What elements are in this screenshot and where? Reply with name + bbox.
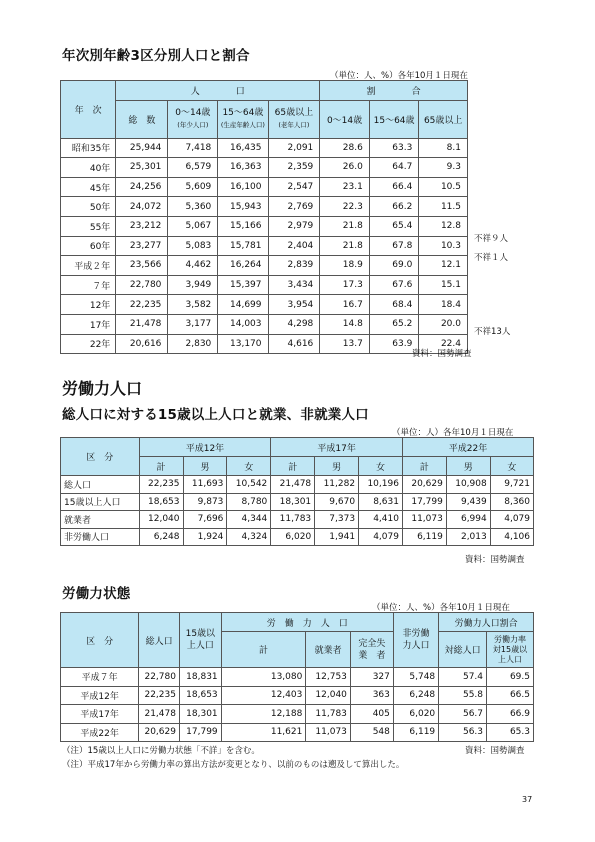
cell-non: 6,020: [393, 705, 438, 724]
cell-r15: 69.5: [487, 668, 534, 687]
cell-value: 4,324: [227, 528, 271, 546]
cell-r0: 23.1: [320, 177, 370, 197]
cell-emp: 12,040: [306, 686, 351, 705]
col-age0: [168, 100, 218, 138]
cell-r15: 67.6: [369, 275, 419, 295]
cell-value: 11,693: [183, 476, 227, 494]
col-age65-sub: (老年人口): [278, 121, 310, 130]
page-number: 37: [522, 795, 533, 804]
cell-a15: 15,781: [218, 236, 268, 256]
cell-a15: 15,397: [218, 275, 268, 295]
table-row: [61, 668, 534, 687]
cell-rt: 56.3: [439, 723, 487, 742]
cell-a0: 3,177: [168, 314, 218, 334]
cell-emp: 11,073: [306, 723, 351, 742]
cell-a65: 2,547: [268, 177, 320, 197]
cell-value: 1,924: [183, 528, 227, 546]
cell-unemp: 548: [350, 723, 393, 742]
cell-value: 8,631: [359, 493, 403, 511]
row-label: 平成22年: [61, 723, 139, 742]
cell-r15: 68.4: [369, 295, 419, 315]
section1-source: 資料：国勢調査: [412, 349, 472, 359]
cell-value: 1,941: [315, 528, 359, 546]
col-ratio-15-b: 対15歳以: [492, 644, 528, 654]
cell-total: 23,566: [116, 256, 168, 276]
col-age15-label: 15～64歳: [222, 108, 264, 119]
section2-title: 総人口に対する15歳以上人口と就業、非就業人口: [62, 407, 369, 423]
cell-value: 18,653: [139, 493, 183, 511]
cell-r0: 13.7: [320, 334, 370, 354]
col-year: 年 次: [61, 81, 116, 139]
cell-value: 21,478: [271, 476, 315, 494]
cell-kei: 11,621: [221, 723, 306, 742]
col-nonlabor-b: 力人口: [402, 641, 430, 651]
cell-value: 18,301: [271, 493, 315, 511]
cell-o15: 18,301: [179, 705, 221, 724]
table-row: [61, 236, 468, 256]
table-row: [61, 705, 534, 724]
row-year: 40年: [61, 158, 116, 178]
cell-non: 6,119: [393, 723, 438, 742]
row-year: 60年: [61, 236, 116, 256]
cell-a0: 4,462: [168, 256, 218, 276]
cell-r65: 15.1: [419, 275, 468, 295]
table-row: [61, 275, 468, 295]
age-population-table: [60, 80, 468, 354]
cell-a0: 7,418: [168, 138, 218, 158]
col-kei: 計: [221, 632, 306, 668]
cell-r15: 66.2: [369, 197, 419, 217]
col-year-h12: 平成12年: [139, 438, 271, 457]
cell-r15: 66.5: [487, 686, 534, 705]
cell-a0: 5,609: [168, 177, 218, 197]
cell-value: 2,013: [446, 528, 490, 546]
row-label: 就業者: [61, 511, 140, 529]
cell-total: 22,235: [139, 686, 180, 705]
cell-total: 21,478: [139, 705, 180, 724]
col-year-h17: 平成17年: [271, 438, 403, 457]
cell-rt: 55.8: [439, 686, 487, 705]
cell-a15: 15,166: [218, 216, 268, 236]
col-sub: 女: [359, 457, 403, 476]
section2-main-title: 労働力人口: [62, 379, 143, 398]
section2-unit: （単位：人）各年10月１日現在: [392, 428, 514, 438]
cell-r65: 22.4: [419, 334, 468, 354]
cell-r0: 18.9: [320, 256, 370, 276]
cell-value: 9,721: [490, 476, 533, 494]
cell-total: 20,616: [116, 334, 168, 354]
cell-r65: 12.8: [419, 216, 468, 236]
footnote-2: （注）平成17年から労働力率の算出方法が変更となり、以前のものは遡及して算出した。: [62, 760, 405, 770]
col-over15-b: 上人口: [186, 641, 214, 651]
col-employed: 就業者: [306, 632, 351, 668]
cell-value: 6,248: [139, 528, 183, 546]
cell-r15: 63.3: [369, 138, 419, 158]
section2-source: 資料：国勢調査: [465, 555, 525, 565]
cell-value: 20,629: [402, 476, 446, 494]
section3-source: 資料：国勢調査: [465, 746, 525, 756]
cell-r0: 26.0: [320, 158, 370, 178]
table-row: [61, 158, 468, 178]
table-row: [61, 686, 534, 705]
cell-value: 7,373: [315, 511, 359, 529]
cell-r15: 65.2: [369, 314, 419, 334]
col-year-h22: 平成22年: [402, 438, 533, 457]
cell-total: 23,277: [116, 236, 168, 256]
cell-a65: 2,091: [268, 138, 320, 158]
cell-value: 8,360: [490, 493, 533, 511]
row-year: 22年: [61, 334, 116, 354]
col-kubun3: 区 分: [61, 613, 139, 668]
cell-r0: 14.8: [320, 314, 370, 334]
cell-r15: 65.4: [369, 216, 419, 236]
row-note: 不祥９人: [474, 234, 509, 244]
col-sub: 計: [402, 457, 446, 476]
cell-total: 22,780: [116, 275, 168, 295]
row-year: 平成２年: [61, 256, 116, 276]
cell-r65: 10.5: [419, 177, 468, 197]
cell-total: 21,478: [116, 314, 168, 334]
cell-a0: 2,830: [168, 334, 218, 354]
table-row: [61, 177, 468, 197]
cell-value: 9,439: [446, 493, 490, 511]
cell-total: 24,256: [116, 177, 168, 197]
col-age15: [218, 100, 268, 138]
cell-o15: 17,799: [179, 723, 221, 742]
cell-total: 25,944: [116, 138, 168, 158]
cell-a15: 14,003: [218, 314, 268, 334]
cell-r65: 8.1: [419, 138, 468, 158]
cell-value: 6,020: [271, 528, 315, 546]
cell-value: 6,119: [402, 528, 446, 546]
cell-unemp: 405: [350, 705, 393, 724]
table-row: [61, 256, 468, 276]
cell-r0: 22.3: [320, 197, 370, 217]
col-over15: [179, 613, 221, 668]
table-row: [61, 295, 468, 315]
col-ratio-total: 対総人口: [439, 632, 487, 668]
cell-value: 4,344: [227, 511, 271, 529]
cell-r0: 16.7: [320, 295, 370, 315]
table-row: [61, 197, 468, 217]
col-ratio65: 65歳以上: [419, 100, 468, 138]
col-nonlabor: [393, 613, 438, 668]
cell-value: 9,873: [183, 493, 227, 511]
col-age0-sub: (年少人口): [177, 121, 209, 130]
cell-a0: 6,579: [168, 158, 218, 178]
col-age0-label: 0～14歳: [175, 108, 211, 119]
cell-a15: 13,170: [218, 334, 268, 354]
table-row: [61, 493, 534, 511]
table-row: [61, 511, 534, 529]
col-age65-label: 65歳以上: [274, 108, 314, 119]
table-row: [61, 216, 468, 236]
cell-a65: 2,404: [268, 236, 320, 256]
row-year: 昭和35年: [61, 138, 116, 158]
col-age15-sub: (生産年齢人口): [220, 121, 265, 130]
cell-kei: 12,188: [221, 705, 306, 724]
cell-total: 20,629: [139, 723, 180, 742]
cell-a65: 2,979: [268, 216, 320, 236]
col-ratio: 割 合: [320, 81, 468, 101]
cell-a0: 3,949: [168, 275, 218, 295]
table-row: [61, 723, 534, 742]
cell-a0: 3,582: [168, 295, 218, 315]
cell-a15: 16,264: [218, 256, 268, 276]
row-year: 45年: [61, 177, 116, 197]
cell-r0: 17.3: [320, 275, 370, 295]
labor-status-table: [60, 612, 534, 742]
col-unemployed: [350, 632, 393, 668]
cell-r0: 21.8: [320, 216, 370, 236]
row-year: 17年: [61, 314, 116, 334]
cell-value: 11,073: [402, 511, 446, 529]
cell-a0: 5,360: [168, 197, 218, 217]
section1-unit: （単位：人、%）各年10月１日現在: [330, 71, 468, 81]
cell-total: 25,301: [116, 158, 168, 178]
cell-value: 22,235: [139, 476, 183, 494]
cell-value: 6,994: [446, 511, 490, 529]
row-year: 12年: [61, 295, 116, 315]
cell-a0: 5,067: [168, 216, 218, 236]
cell-r0: 21.8: [320, 236, 370, 256]
row-label: 平成７年: [61, 668, 139, 687]
row-label: 平成12年: [61, 686, 139, 705]
cell-value: 11,282: [315, 476, 359, 494]
cell-r15: 64.7: [369, 158, 419, 178]
cell-a65: 2,769: [268, 197, 320, 217]
section3-title: 労働力状態: [62, 586, 131, 602]
cell-value: 4,410: [359, 511, 403, 529]
row-year: 50年: [61, 197, 116, 217]
cell-r65: 18.4: [419, 295, 468, 315]
row-label: 非労働人口: [61, 528, 140, 546]
table-row: [61, 138, 468, 158]
row-year: ７年: [61, 275, 116, 295]
cell-a0: 5,083: [168, 236, 218, 256]
col-sub: 女: [227, 457, 271, 476]
col-population: 人 口: [116, 81, 320, 101]
cell-r15: 63.9: [369, 334, 419, 354]
cell-value: 4,079: [490, 511, 533, 529]
cell-unemp: 327: [350, 668, 393, 687]
cell-total: 22,235: [116, 295, 168, 315]
cell-a65: 4,616: [268, 334, 320, 354]
section1-title: 年次別年齢3区分別人口と割合: [62, 48, 250, 64]
row-label: 15歳以上人口: [61, 493, 140, 511]
cell-r65: 11.5: [419, 197, 468, 217]
cell-r15: 66.9: [487, 705, 534, 724]
cell-value: 12,040: [139, 511, 183, 529]
cell-o15: 18,831: [179, 668, 221, 687]
table-row: [61, 476, 534, 494]
col-sub: 男: [315, 457, 359, 476]
cell-value: 17,799: [402, 493, 446, 511]
cell-value: 10,542: [227, 476, 271, 494]
cell-value: 4,079: [359, 528, 403, 546]
col-ratio0: 0～14歳: [320, 100, 370, 138]
col-sub: 計: [139, 457, 183, 476]
cell-r15: 65.3: [487, 723, 534, 742]
cell-value: 4,106: [490, 528, 533, 546]
cell-value: 7,696: [183, 511, 227, 529]
cell-rt: 57.4: [439, 668, 487, 687]
col-sub: 男: [183, 457, 227, 476]
row-label: 総人口: [61, 476, 140, 494]
cell-value: 9,670: [315, 493, 359, 511]
col-total: 総 数: [116, 100, 168, 138]
col-ratio-15-a: 労働力率: [494, 634, 527, 644]
cell-r65: 10.3: [419, 236, 468, 256]
col-age65: [268, 100, 320, 138]
col-sub: 男: [446, 457, 490, 476]
cell-value: 10,908: [446, 476, 490, 494]
cell-rt: 56.7: [439, 705, 487, 724]
col-ratio-15: [487, 632, 534, 668]
cell-kei: 13,080: [221, 668, 306, 687]
cell-value: 11,783: [271, 511, 315, 529]
col-ratio15: 15～64歳: [369, 100, 419, 138]
cell-a15: 16,435: [218, 138, 268, 158]
cell-non: 6,248: [393, 686, 438, 705]
cell-r15: 67.8: [369, 236, 419, 256]
col-over15-a: 15歳以: [185, 629, 216, 639]
table-row: [61, 334, 468, 354]
cell-non: 5,748: [393, 668, 438, 687]
cell-unemp: 363: [350, 686, 393, 705]
cell-a15: 15,943: [218, 197, 268, 217]
cell-a15: 16,363: [218, 158, 268, 178]
col-sub: 計: [271, 457, 315, 476]
cell-r15: 66.4: [369, 177, 419, 197]
col-unemployed-b: 業 者: [358, 650, 386, 661]
cell-a65: 3,954: [268, 295, 320, 315]
cell-r15: 69.0: [369, 256, 419, 276]
cell-a65: 2,359: [268, 158, 320, 178]
col-ratio-15-c: 上人口: [498, 654, 523, 664]
cell-a65: 4,298: [268, 314, 320, 334]
cell-value: 8,780: [227, 493, 271, 511]
cell-r65: 12.1: [419, 256, 468, 276]
col-labor: 労 働 力 人 口: [221, 613, 393, 632]
cell-r0: 28.6: [320, 138, 370, 158]
col-unemployed-a: 完全失: [358, 638, 386, 649]
row-note: 不祥13人: [474, 327, 511, 337]
row-note: 不祥１人: [474, 252, 509, 263]
cell-o15: 18,653: [179, 686, 221, 705]
cell-kei: 12,403: [221, 686, 306, 705]
col-ratio3: 労働力人口割合: [439, 613, 534, 632]
cell-emp: 12,753: [306, 668, 351, 687]
row-year: 55年: [61, 216, 116, 236]
labor-population-table: [60, 437, 534, 546]
table-row: [61, 528, 534, 546]
cell-total: 24,072: [116, 197, 168, 217]
section3-unit: （単位：人、%）各年10月１日現在: [372, 603, 510, 613]
cell-r65: 9.3: [419, 158, 468, 178]
cell-a15: 16,100: [218, 177, 268, 197]
cell-total: 23,212: [116, 216, 168, 236]
cell-value: 10,196: [359, 476, 403, 494]
cell-emp: 11,783: [306, 705, 351, 724]
row-label: 平成17年: [61, 705, 139, 724]
table-row: [61, 314, 468, 334]
footnote-1: （注）15歳以上人口に労働力状態「不詳」を含む。: [62, 746, 260, 756]
cell-a65: 3,434: [268, 275, 320, 295]
cell-total: 22,780: [139, 668, 180, 687]
cell-a15: 14,699: [218, 295, 268, 315]
col-nonlabor-a: 非労働: [402, 629, 430, 639]
cell-a65: 2,839: [268, 256, 320, 276]
col-kubun: 区 分: [61, 438, 140, 476]
col-sub: 女: [490, 457, 533, 476]
cell-r65: 20.0: [419, 314, 468, 334]
col-total3: 総人口: [139, 613, 180, 668]
